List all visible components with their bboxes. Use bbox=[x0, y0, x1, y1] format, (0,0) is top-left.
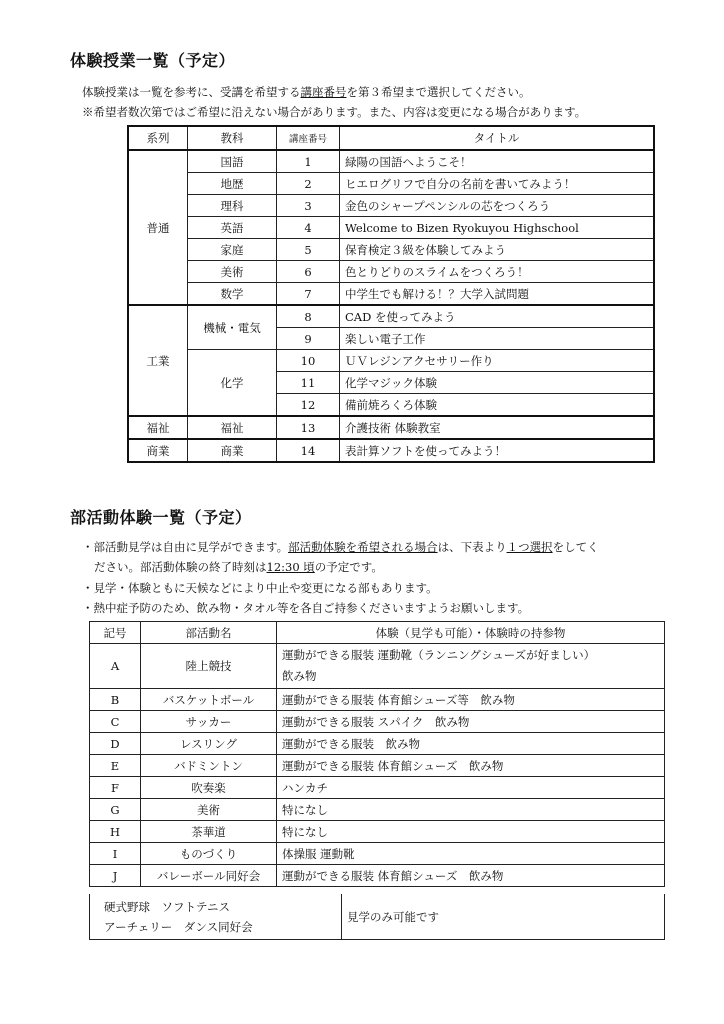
table-row bbox=[128, 150, 654, 173]
items-cell: 運動ができる服装 体育館シューズ等 飲み物 bbox=[277, 689, 665, 711]
subject-kikai: 機械・電気 bbox=[188, 305, 277, 350]
club-cell: 吹奏楽 bbox=[141, 777, 277, 799]
subject-cell: 英語 bbox=[188, 217, 277, 239]
code-cell: C bbox=[90, 711, 141, 733]
header-club: 部活動名 bbox=[141, 622, 277, 644]
title-cell: 表計算ソフトを使ってみよう！ bbox=[340, 439, 655, 462]
code-cell: A bbox=[90, 644, 141, 689]
club-cell: サッカー bbox=[141, 711, 277, 733]
items-cell: 特になし bbox=[277, 821, 665, 843]
table-row bbox=[128, 350, 654, 372]
code-cell: I bbox=[90, 843, 141, 865]
group-shogyo: 商業 bbox=[128, 439, 188, 462]
title-cell: CAD を使ってみよう bbox=[340, 305, 655, 328]
club-footer-table bbox=[89, 894, 665, 940]
club-cell: ものづくり bbox=[141, 843, 277, 865]
items-cell bbox=[277, 644, 665, 689]
group-futsu: 普通 bbox=[128, 150, 188, 305]
number-cell: 4 bbox=[277, 217, 340, 239]
section1-note2: ※希望者数次第ではご希望に沿えない場合があります。また、内容は変更になる場合があります。 bbox=[82, 105, 587, 119]
note-underline: 12:30 頃 bbox=[266, 560, 315, 574]
table-row bbox=[90, 799, 665, 821]
subject-cell: 地歴 bbox=[188, 173, 277, 195]
table-row bbox=[128, 439, 654, 462]
number-cell: 1 bbox=[277, 150, 340, 173]
table-row bbox=[128, 261, 654, 283]
table-row bbox=[90, 644, 665, 689]
subject-cell: 国語 bbox=[188, 150, 277, 173]
table-row bbox=[128, 195, 654, 217]
code-cell: D bbox=[90, 733, 141, 755]
title-cell: 保育検定３級を体験してみよう bbox=[340, 239, 655, 261]
title-cell: Welcome to Bizen Ryokuyou Highschool bbox=[340, 217, 655, 239]
code-cell: J bbox=[90, 865, 141, 887]
code-cell: F bbox=[90, 777, 141, 799]
items-cell: 運動ができる服装 スパイク 飲み物 bbox=[277, 711, 665, 733]
note-underline: １つ選択 bbox=[506, 540, 553, 554]
club-list-line: アーチェリー ダンス同好会 bbox=[104, 919, 253, 934]
club-table bbox=[89, 621, 665, 887]
note-text: ・部活動見学は自由に見学ができます。 bbox=[82, 540, 289, 554]
section2-bullet1 bbox=[82, 538, 599, 556]
number-cell: 8 bbox=[277, 305, 340, 328]
items-cell: 運動ができる服装 体育館シューズ 飲み物 bbox=[277, 865, 665, 887]
section2-title: 部活動体験一覧（予定） bbox=[70, 508, 252, 527]
title-cell: 色とりどりのスライムをつくろう！ bbox=[340, 261, 655, 283]
observe-only-clubs bbox=[90, 894, 342, 940]
table-row bbox=[90, 733, 665, 755]
header-title: タイトル bbox=[340, 126, 655, 150]
number-cell: 14 bbox=[277, 439, 340, 462]
table-row bbox=[90, 711, 665, 733]
header-course-number: 講座番号 bbox=[277, 126, 340, 150]
table-row bbox=[90, 689, 665, 711]
subject-cell: 福祉 bbox=[188, 416, 277, 439]
header-code: 記号 bbox=[90, 622, 141, 644]
number-cell: 12 bbox=[277, 394, 340, 417]
title-cell: ＵＶレジンアクセサリー作り bbox=[340, 350, 655, 372]
title-cell: 備前焼ろくろ体験 bbox=[340, 394, 655, 417]
club-cell: 美術 bbox=[141, 799, 277, 821]
note-text: 体験授業は一覧を参考に、受講を希望する bbox=[82, 85, 301, 99]
items-cell: 運動ができる服装 体育館シューズ 飲み物 bbox=[277, 755, 665, 777]
section1-title: 体験授業一覧（予定） bbox=[70, 51, 236, 70]
table-row bbox=[90, 894, 665, 940]
table-row bbox=[90, 843, 665, 865]
number-cell: 6 bbox=[277, 261, 340, 283]
table-row bbox=[128, 416, 654, 439]
table-row bbox=[90, 755, 665, 777]
club-cell: バレーボール同好会 bbox=[141, 865, 277, 887]
section2-bullet3: ・熱中症予防のため、飲み物・タオル等を各自ご持参くださいますようお願いします。 bbox=[82, 601, 530, 615]
items-line: 飲み物 bbox=[282, 669, 317, 683]
title-cell: 化学マジック体験 bbox=[340, 372, 655, 394]
group-kogyo: 工業 bbox=[128, 305, 188, 416]
club-cell: 陸上競技 bbox=[141, 644, 277, 689]
header-items: 体験（見学も可能）・体験時の持参物 bbox=[277, 622, 665, 644]
items-line: 運動ができる服装 運動靴（ランニングシューズが好ましい） bbox=[282, 648, 596, 662]
code-cell: E bbox=[90, 755, 141, 777]
items-cell: ハンカチ bbox=[277, 777, 665, 799]
note-text: の予定です。 bbox=[314, 560, 383, 574]
group-fukushi: 福祉 bbox=[128, 416, 188, 439]
code-cell: G bbox=[90, 799, 141, 821]
club-cell: バスケットボール bbox=[141, 689, 277, 711]
items-cell: 体操服 運動靴 bbox=[277, 843, 665, 865]
note-text: は、下表より bbox=[437, 540, 507, 554]
subject-cell: 数学 bbox=[188, 283, 277, 306]
subject-cell: 家庭 bbox=[188, 239, 277, 261]
number-cell: 10 bbox=[277, 350, 340, 372]
number-cell: 9 bbox=[277, 328, 340, 350]
table-row bbox=[128, 305, 654, 328]
number-cell: 3 bbox=[277, 195, 340, 217]
items-cell: 運動ができる服装 飲み物 bbox=[277, 733, 665, 755]
club-list-line: 硬式野球 ソフトテニス bbox=[104, 899, 231, 914]
items-cell: 特になし bbox=[277, 799, 665, 821]
table-row bbox=[90, 865, 665, 887]
number-cell: 13 bbox=[277, 416, 340, 439]
header-series: 系列 bbox=[128, 126, 188, 150]
club-cell: バドミントン bbox=[141, 755, 277, 777]
code-cell: H bbox=[90, 821, 141, 843]
table-row bbox=[128, 239, 654, 261]
title-cell: 緑陽の国語へようこそ！ bbox=[340, 150, 655, 173]
subject-cell: 商業 bbox=[188, 439, 277, 462]
note-underline: 講座番号 bbox=[300, 85, 347, 99]
note-underline: 部活動体験を希望される場合 bbox=[288, 540, 438, 554]
note-text: をしてく bbox=[552, 540, 599, 554]
note-text: を第３希望まで選択してください。 bbox=[346, 85, 531, 99]
table-header-row bbox=[128, 126, 654, 150]
subject-kagaku: 化学 bbox=[188, 350, 277, 417]
number-cell: 7 bbox=[277, 283, 340, 306]
observe-only-note: 見学のみ可能です bbox=[342, 894, 665, 940]
section2-bullet1-cont bbox=[94, 558, 383, 576]
table-row bbox=[128, 217, 654, 239]
number-cell: 2 bbox=[277, 173, 340, 195]
title-cell: 中学生でも解ける！？大学入試問題 bbox=[340, 283, 655, 306]
club-cell: 茶華道 bbox=[141, 821, 277, 843]
section1-note1 bbox=[82, 83, 531, 101]
number-cell: 11 bbox=[277, 372, 340, 394]
table-row bbox=[90, 777, 665, 799]
header-subject: 教科 bbox=[188, 126, 277, 150]
section2-bullet2: ・見学・体験ともに天候などにより中止や変更になる部もあります。 bbox=[82, 581, 438, 595]
subject-cell: 美術 bbox=[188, 261, 277, 283]
table-row bbox=[128, 173, 654, 195]
number-cell: 5 bbox=[277, 239, 340, 261]
code-cell: B bbox=[90, 689, 141, 711]
club-cell: レスリング bbox=[141, 733, 277, 755]
table-row bbox=[128, 283, 654, 306]
table-header-row bbox=[90, 622, 665, 644]
title-cell: ヒエログリフで自分の名前を書いてみよう！ bbox=[340, 173, 655, 195]
table-row bbox=[90, 821, 665, 843]
class-table bbox=[127, 125, 655, 463]
title-cell: 介護技術 体験教室 bbox=[340, 416, 655, 439]
title-cell: 金色のシャープペンシルの芯をつくろう bbox=[340, 195, 655, 217]
title-cell: 楽しい電子工作 bbox=[340, 328, 655, 350]
note-text: ださい。部活動体験の終了時刻は bbox=[94, 560, 267, 574]
subject-cell: 理科 bbox=[188, 195, 277, 217]
